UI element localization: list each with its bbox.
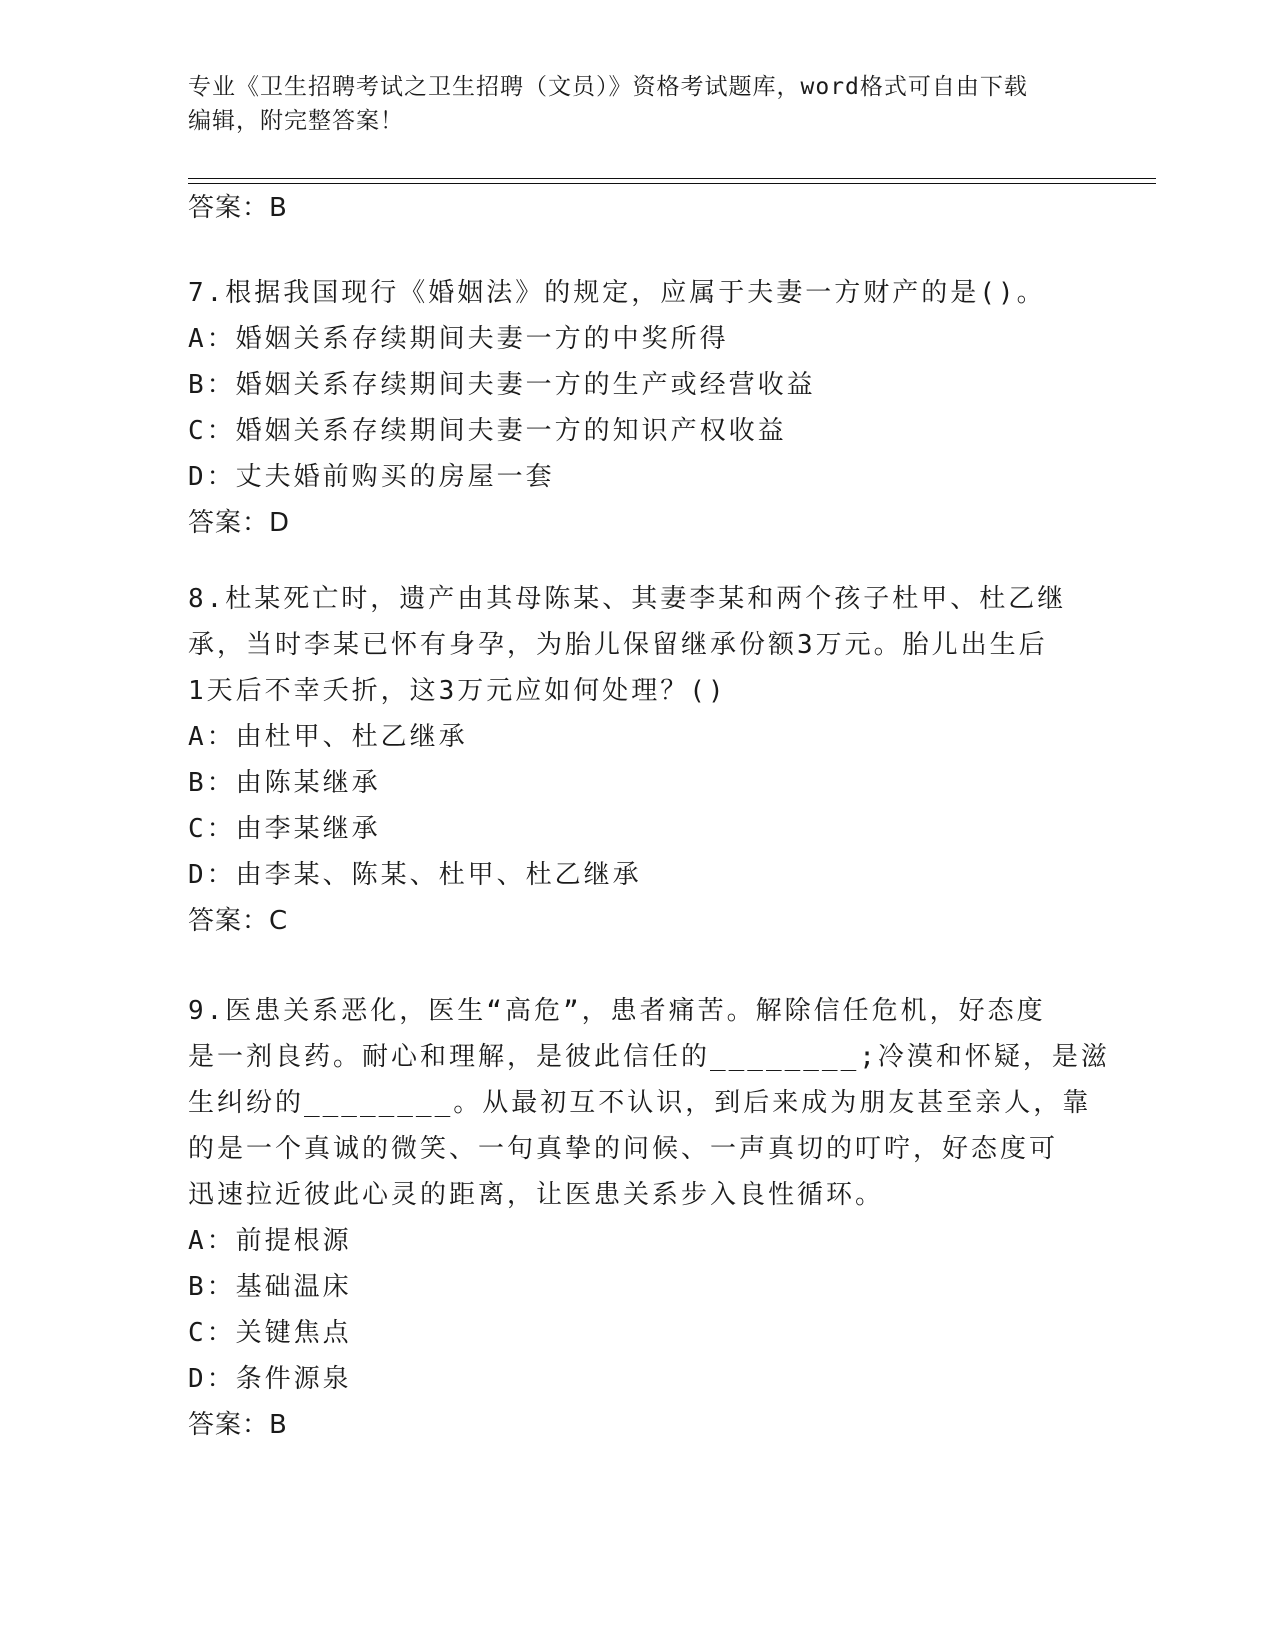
option-b: B：婚姻关系存续期间夫妻一方的生产或经营收益 (188, 370, 816, 400)
option-c: C：关键焦点 (188, 1318, 352, 1348)
question-stem: 的是一个真诚的微笑、一句真挚的问候、一声真切的叮咛，好态度可 (188, 1134, 1059, 1164)
question-stem: 是一剂良药。耐心和理解，是彼此信任的________;冷漠和怀疑，是滋 (188, 1042, 1110, 1072)
question-9 (188, 988, 1110, 1448)
option-c: C：婚姻关系存续期间夫妻一方的知识产权收益 (188, 416, 787, 446)
header-divider-secondary (188, 183, 1156, 184)
answer-label: 答案：B (188, 1410, 288, 1440)
question-stem: 9.医患关系恶化，医生“高危”，患者痛苦。解除信任危机，好态度 (188, 996, 1046, 1026)
header-line-2: 编辑，附完整答案！ (188, 108, 404, 134)
question-7 (188, 270, 1088, 546)
question-stem: 承，当时李某已怀有身孕，为胎儿保留继承份额3万元。胎儿出生后 (188, 630, 1048, 660)
previous-answer-block (188, 185, 1088, 231)
header-divider (188, 178, 1156, 179)
option-d: D：由李某、陈某、杜甲、杜乙继承 (188, 860, 642, 890)
question-8 (188, 576, 1088, 944)
header-line-1: 专业《卫生招聘考试之卫生招聘（文员）》资格考试题库，word格式可自由下载 (188, 74, 1028, 100)
question-stem: 1天后不幸夭折，这3万元应如何处理？() (188, 676, 727, 706)
question-stem: 迅速拉近彼此心灵的距离，让医患关系步入良性循环。 (188, 1180, 885, 1210)
option-b: B：由陈某继承 (188, 768, 381, 798)
answer-label: 答案：C (188, 906, 289, 936)
question-stem: 8.杜某死亡时，遗产由其母陈某、其妻李某和两个孩子杜甲、杜乙继 (188, 584, 1067, 614)
question-stem: 生纠纷的________。从最初互不认识，到后来成为朋友甚至亲人，靠 (188, 1088, 1092, 1118)
option-b: B：基础温床 (188, 1272, 352, 1302)
option-a: A：婚姻关系存续期间夫妻一方的中奖所得 (188, 324, 729, 354)
answer-label: 答案：B (188, 193, 288, 223)
option-d: D：丈夫婚前购买的房屋一套 (188, 462, 555, 492)
option-c: C：由李某继承 (188, 814, 381, 844)
answer-label: 答案：D (188, 508, 291, 538)
option-a: A：前提根源 (188, 1226, 352, 1256)
option-a: A：由杜甲、杜乙继承 (188, 722, 468, 752)
question-stem: 7.根据我国现行《婚姻法》的规定，应属于夫妻一方财产的是()。 (188, 278, 1046, 308)
document-header (188, 70, 1078, 138)
option-d: D：条件源泉 (188, 1364, 352, 1394)
